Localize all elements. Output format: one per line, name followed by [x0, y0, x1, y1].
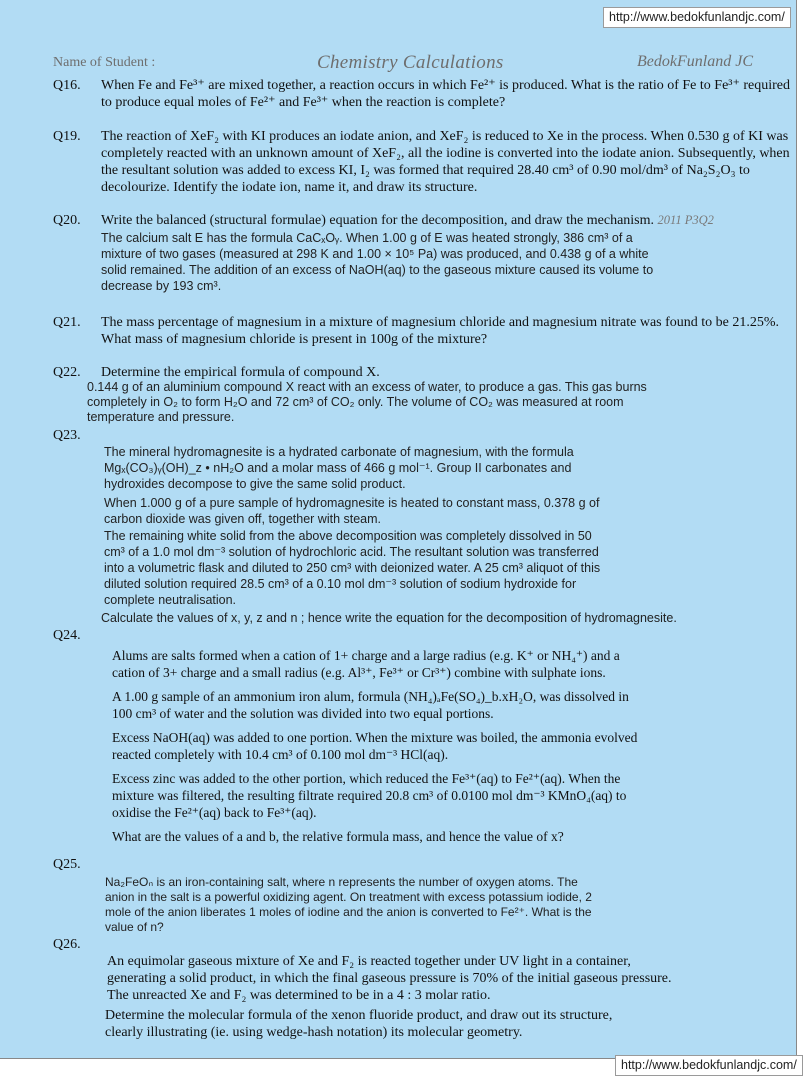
- question-number: Q24.: [53, 628, 81, 643]
- question-text: [101, 212, 797, 229]
- question-number: Q20.: [53, 213, 81, 228]
- passage-paragraph: Excess zinc was added to the other portion, which reduced the Fe³⁺(aq) to Fe²⁺(aq). When the mixture was filtered, the resulting filtrate required 20.8 cm³ of 0.0100 mol dm⁻³ KMnO₄(aq) to oxidise the Fe²⁺(aq) back to Fe³⁺(aq).: [112, 771, 627, 820]
- question-24-passage: [112, 647, 652, 845]
- question-instruction: Write the balanced (structural formulae) equation for the decomposition, and draw the mechanism.: [101, 213, 655, 228]
- source-reference: 2011 P3Q2: [657, 213, 714, 227]
- question-number: Q21.: [53, 315, 81, 330]
- question-number: Q16.: [53, 78, 81, 93]
- passage-paragraph: Excess NaOH(aq) was added to one portion. When the mixture was boiled, the ammonia evolved reacted completely with 10.4 cm³ of 0.100 mol dm⁻³ HCl(aq).: [112, 730, 638, 762]
- question-23-task: Calculate the values of x, y, z and n ; hence write the equation for the decomposition of hydromagnesite.: [101, 611, 677, 625]
- question-text: When Fe and Fe³⁺ are mixed together, a reaction occurs in which Fe²⁺ is produced. What is the ratio of Fe to Fe³⁺ required to produce equal moles of Fe²⁺ and Fe³⁺ when the reaction is complete?: [101, 78, 791, 110]
- passage-paragraph: When 1.000 g of a pure sample of hydromagnesite is heated to constant mass, 0.378 g of carbon dioxide was given off, together with steam.: [104, 496, 600, 526]
- passage-paragraph: A 1.00 g sample of an ammonium iron alum, formula (NH₄)ₐFe(SO₄)_b.xH₂O, was dissolved in 100 cm³ of water and the solution was divided into two equal portions.: [112, 689, 629, 721]
- question-20-extract: The calcium salt E has the formula CaCₓOᵧ. When 1.00 g of E was heated strongly, 386 cm³ of a mixture of two gases (measured at 298 K and 1.00 × 10⁵ Pa) was produced, and 0.438 g of a white solid remained. The addition of an excess of NaOH(aq) to the gaseous mixture caused its volume to decrease by 193 cm³.: [101, 231, 654, 293]
- page-header: [53, 52, 753, 76]
- question-number: Q22.: [53, 365, 81, 380]
- passage-paragraph: What are the values of a and b, the relative formula mass, and hence the value of x?: [112, 829, 564, 844]
- student-name-label: Name of Student :: [53, 55, 156, 70]
- worksheet-title: Chemistry Calculations: [317, 52, 504, 73]
- question-number: Q25.: [53, 857, 81, 872]
- url-text: http://www.bedokfunlandjc.com/: [609, 10, 785, 24]
- passage-paragraph: Alums are salts formed when a cation of 1+ charge and a large radius (e.g. K⁺ or NH₄⁺) and a cation of 3+ charge and a small radius (e.g. Al³⁺, Fe³⁺ or Cr³⁺) combine with sulphate ions.: [112, 648, 620, 680]
- school-name: BedokFunland JC: [637, 53, 753, 70]
- question-26-passage: An equimolar gaseous mixture of Xe and F₂ is reacted together under UV light in a container, generating a solid product, in which the final gaseous pressure is 70% of the initial gaseous pressure. The unreacted Xe and F₂ was determined to be in a 4 : 3 molar ratio.: [107, 954, 672, 1003]
- question-25-passage: Na₂FeOₙ is an iron-containing salt, where n represents the number of oxygen atoms. The anion in the salt is a powerful oxidizing agent. On treatment with excess potassium iodide, 2 mole of the anion liberates 1 moles of iodine and the anion is converted to Fe²⁺. What is the value of n?: [105, 875, 592, 934]
- passage-paragraph: The remaining white solid from the above decomposition was completely dissolved in 50 cm³ of a 1.0 mol dm⁻³ solution of hydrochloric acid. The resultant solution was transferred into a volumetric flask and diluted to 250 cm³ with deionized water. A 25 cm³ aliquot of this diluted solution required 28.5 cm³ of a 0.10 mol dm⁻³ solution of sodium hydroxide for complete neutralisation.: [104, 529, 601, 607]
- question-number: Q23.: [53, 428, 81, 443]
- question-26-task: Determine the molecular formula of the xenon fluoride product, and draw out its structure, clearly illustrating (ie. using wedge-hash notation) its molecular geometry.: [105, 1008, 613, 1040]
- question-text: The mass percentage of magnesium in a mixture of magnesium chloride and magnesium nitrate was found to be 21.25%. What mass of magnesium chloride is present in 100g of the mixture?: [101, 315, 780, 347]
- question-number: Q26.: [53, 937, 81, 952]
- question-22-extract: 0.144 g of an aluminium compound X react with an excess of water, to produce a gas. This gas burns completely in O₂ to form H₂O and 72 cm³ of CO₂ only. The volume of CO₂ was measured at room temperature and pressure.: [87, 380, 647, 424]
- website-url-top[interactable]: [603, 7, 791, 28]
- question-number: Q19.: [53, 129, 81, 144]
- question-text: The reaction of XeF₂ with KI produces an iodate anion, and XeF₂ is reduced to Xe in the process. When 0.530 g of KI was completely reacted with an unknown amount of XeF₂, all the iodine is converted into the iodate anion. Subsequently, when the resultant solution was added to excess KI, I₂ was formed that required 28.40 cm³ of 0.90 mol/dm³ of Na₂S₂O₃ to decolourize. Identify the iodate ion, name it, and draw its structure.: [101, 129, 790, 195]
- question-text: Determine the empirical formula of compound X.: [101, 365, 380, 380]
- question-23-passage: [104, 444, 616, 608]
- url-text: http://www.bedokfunlandjc.com/: [621, 1058, 797, 1072]
- passage-paragraph: The mineral hydromagnesite is a hydrated carbonate of magnesium, with the formula Mgₓ(CO₃)ᵧ(OH)_z • nH₂O and a molar mass of 466 g mol⁻¹. Group II carbonates and hydroxides decompose to give the same solid product.: [104, 445, 574, 491]
